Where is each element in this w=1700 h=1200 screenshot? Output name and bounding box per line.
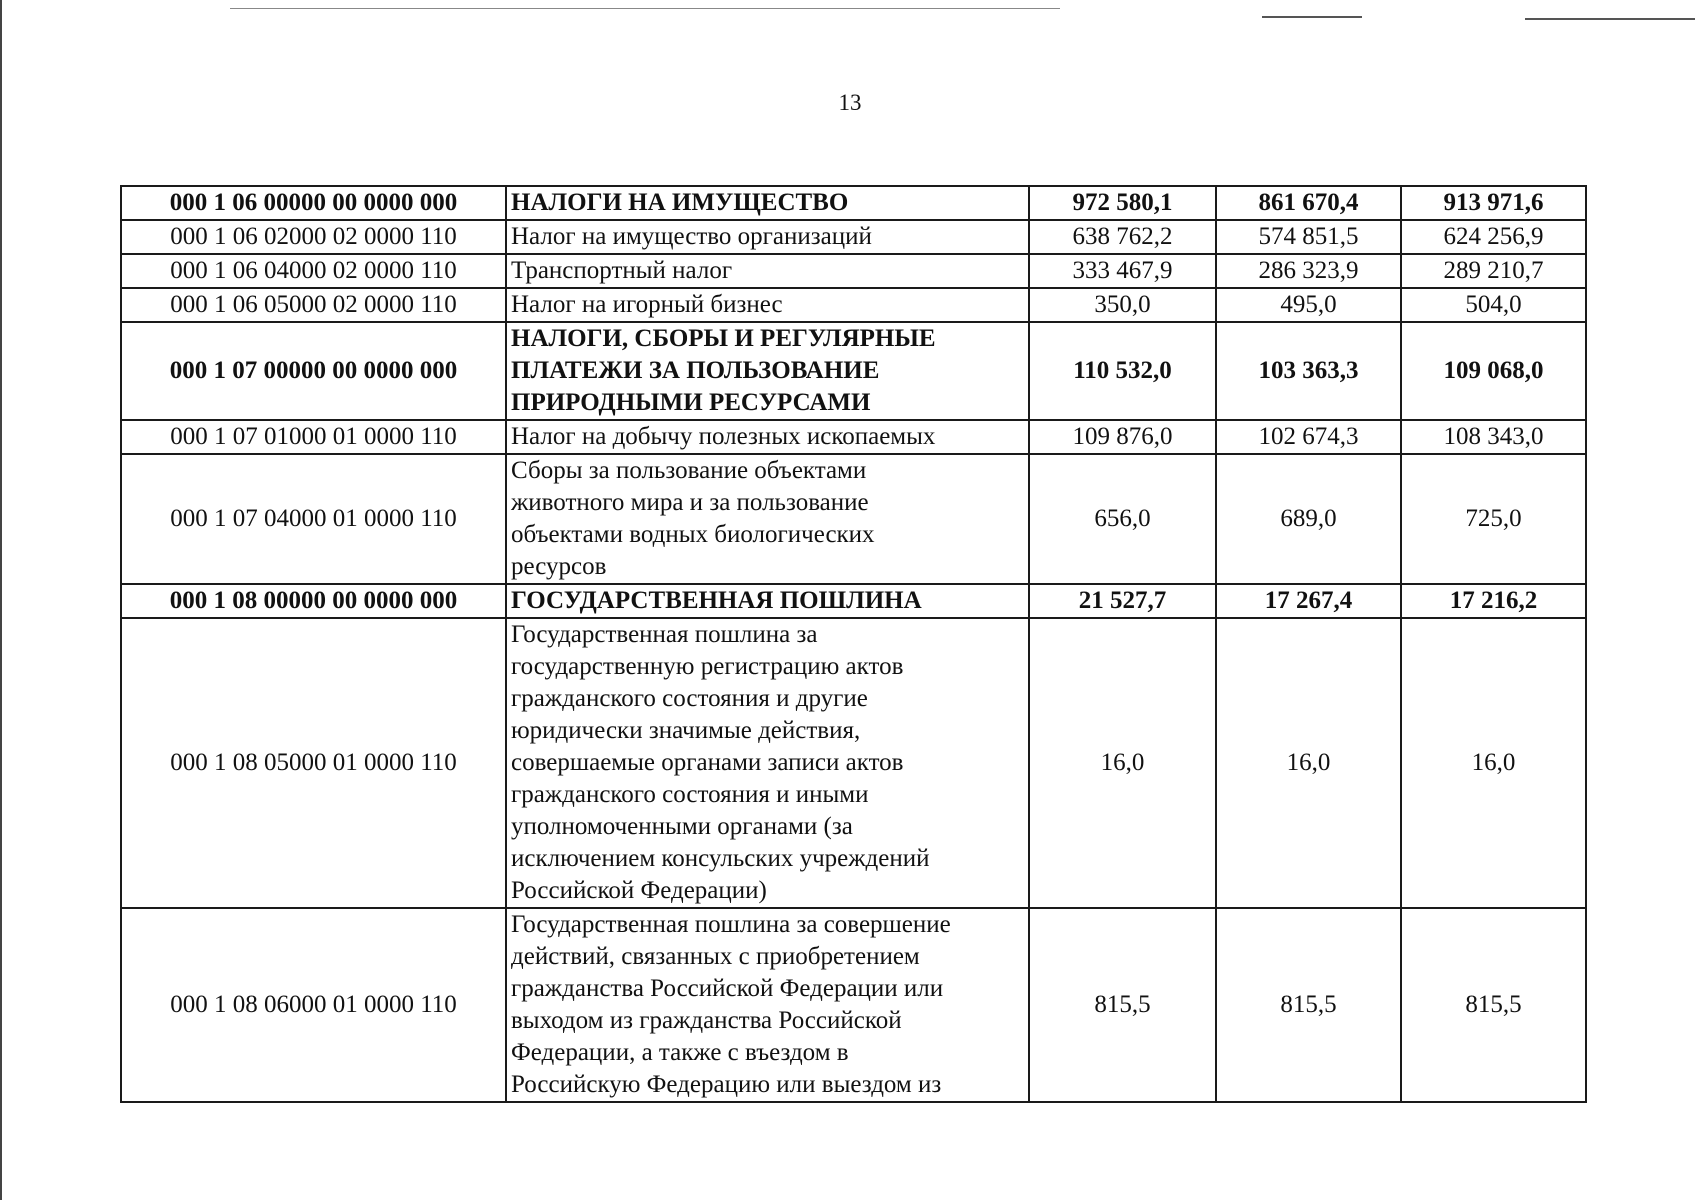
value-cell-3: 725,0 bbox=[1401, 454, 1586, 584]
item-name-cell: Налог на имущество организаций bbox=[506, 220, 1029, 254]
item-name-line: гражданства Российской Федерации или bbox=[511, 975, 944, 1002]
item-name-cell: Транспортный налог bbox=[506, 254, 1029, 288]
table-row bbox=[121, 584, 1586, 618]
table-row bbox=[121, 220, 1586, 254]
item-name-cell: Налог на добычу полезных ископаемых bbox=[506, 420, 1029, 454]
budget-code-cell: 000 1 07 04000 01 0000 110 bbox=[121, 454, 506, 584]
item-name-cell: ГОСУДАРСТВЕННАЯ ПОШЛИНА bbox=[506, 584, 1029, 618]
item-name-cell bbox=[506, 454, 1029, 584]
value-cell-2: 495,0 bbox=[1216, 288, 1401, 322]
value-cell-1: 16,0 bbox=[1029, 618, 1216, 908]
item-name-line: исключением консульских учреждений bbox=[511, 845, 930, 872]
value-cell-3: 17 216,2 bbox=[1401, 584, 1586, 618]
value-cell-2: 574 851,5 bbox=[1216, 220, 1401, 254]
item-name-line: государственную регистрацию актов bbox=[511, 653, 904, 680]
value-cell-1: 350,0 bbox=[1029, 288, 1216, 322]
item-name-line: НАЛОГИ, СБОРЫ И РЕГУЛЯРНЫЕ bbox=[511, 325, 936, 352]
value-cell-2: 16,0 bbox=[1216, 618, 1401, 908]
value-cell-1: 110 532,0 bbox=[1029, 322, 1216, 420]
table-row bbox=[121, 618, 1586, 908]
scan-left-edge bbox=[0, 0, 2, 1200]
table-row bbox=[121, 254, 1586, 288]
value-cell-3: 913 971,6 bbox=[1401, 186, 1586, 220]
item-name-line: животного мира и за пользование bbox=[511, 489, 869, 516]
value-cell-3: 624 256,9 bbox=[1401, 220, 1586, 254]
value-cell-1: 21 527,7 bbox=[1029, 584, 1216, 618]
scan-artifact-top-left bbox=[230, 8, 1060, 9]
value-cell-2: 286 323,9 bbox=[1216, 254, 1401, 288]
value-cell-1: 656,0 bbox=[1029, 454, 1216, 584]
item-name-line: объектами водных биологических bbox=[511, 521, 875, 548]
item-name-line: юридически значимые действия, bbox=[511, 717, 861, 744]
value-cell-2: 103 363,3 bbox=[1216, 322, 1401, 420]
value-cell-1: 972 580,1 bbox=[1029, 186, 1216, 220]
value-cell-1: 815,5 bbox=[1029, 908, 1216, 1102]
item-name-cell: НАЛОГИ НА ИМУЩЕСТВО bbox=[506, 186, 1029, 220]
item-name-line: Государственная пошлина за совершение bbox=[511, 911, 951, 938]
item-name-line: уполномоченными органами (за bbox=[511, 813, 853, 840]
item-name-line: Государственная пошлина за bbox=[511, 621, 818, 648]
item-name-cell bbox=[506, 618, 1029, 908]
table-row bbox=[121, 454, 1586, 584]
table-row bbox=[121, 908, 1586, 1102]
value-cell-2: 102 674,3 bbox=[1216, 420, 1401, 454]
table-row bbox=[121, 322, 1586, 420]
budget-code-cell: 000 1 06 05000 02 0000 110 bbox=[121, 288, 506, 322]
value-cell-1: 333 467,9 bbox=[1029, 254, 1216, 288]
item-name-line: Российскую Федерацию или выездом из bbox=[511, 1071, 942, 1098]
item-name-line: действий, связанных с приобретением bbox=[511, 943, 920, 970]
scan-artifact-top-mid bbox=[1262, 16, 1362, 18]
item-name-line: Российской Федерации) bbox=[511, 877, 767, 904]
budget-code-cell: 000 1 06 02000 02 0000 110 bbox=[121, 220, 506, 254]
value-cell-2: 17 267,4 bbox=[1216, 584, 1401, 618]
scan-artifact-top-right bbox=[1525, 18, 1695, 20]
value-cell-3: 289 210,7 bbox=[1401, 254, 1586, 288]
budget-code-cell: 000 1 06 04000 02 0000 110 bbox=[121, 254, 506, 288]
item-name-line: Сборы за пользование объектами bbox=[511, 457, 867, 484]
value-cell-1: 109 876,0 bbox=[1029, 420, 1216, 454]
value-cell-3: 16,0 bbox=[1401, 618, 1586, 908]
revenue-table bbox=[120, 185, 1587, 1103]
value-cell-2: 815,5 bbox=[1216, 908, 1401, 1102]
page-number: 13 bbox=[838, 90, 862, 115]
budget-code-cell: 000 1 08 06000 01 0000 110 bbox=[121, 908, 506, 1102]
value-cell-3: 504,0 bbox=[1401, 288, 1586, 322]
value-cell-1: 638 762,2 bbox=[1029, 220, 1216, 254]
table-row bbox=[121, 420, 1586, 454]
item-name-line: гражданского состояния и иными bbox=[511, 781, 869, 808]
item-name-line: ПРИРОДНЫМИ РЕСУРСАМИ bbox=[511, 389, 871, 416]
budget-code-cell: 000 1 07 00000 00 0000 000 bbox=[121, 322, 506, 420]
value-cell-2: 861 670,4 bbox=[1216, 186, 1401, 220]
value-cell-3: 108 343,0 bbox=[1401, 420, 1586, 454]
table-row bbox=[121, 186, 1586, 220]
table-row bbox=[121, 288, 1586, 322]
item-name-cell bbox=[506, 322, 1029, 420]
value-cell-3: 815,5 bbox=[1401, 908, 1586, 1102]
value-cell-2: 689,0 bbox=[1216, 454, 1401, 584]
budget-code-cell: 000 1 08 00000 00 0000 000 bbox=[121, 584, 506, 618]
item-name-line: Федерации, а также с въездом в bbox=[511, 1039, 849, 1066]
item-name-cell: Налог на игорный бизнес bbox=[506, 288, 1029, 322]
item-name-line: ПЛАТЕЖИ ЗА ПОЛЬЗОВАНИЕ bbox=[511, 357, 880, 384]
item-name-line: ресурсов bbox=[511, 553, 607, 580]
item-name-line: совершаемые органами записи актов bbox=[511, 749, 904, 776]
budget-code-cell: 000 1 08 05000 01 0000 110 bbox=[121, 618, 506, 908]
item-name-line: гражданского состояния и другие bbox=[511, 685, 868, 712]
value-cell-3: 109 068,0 bbox=[1401, 322, 1586, 420]
item-name-cell bbox=[506, 908, 1029, 1102]
item-name-line: выходом из гражданства Российской bbox=[511, 1007, 902, 1034]
budget-code-cell: 000 1 07 01000 01 0000 110 bbox=[121, 420, 506, 454]
budget-code-cell: 000 1 06 00000 00 0000 000 bbox=[121, 186, 506, 220]
